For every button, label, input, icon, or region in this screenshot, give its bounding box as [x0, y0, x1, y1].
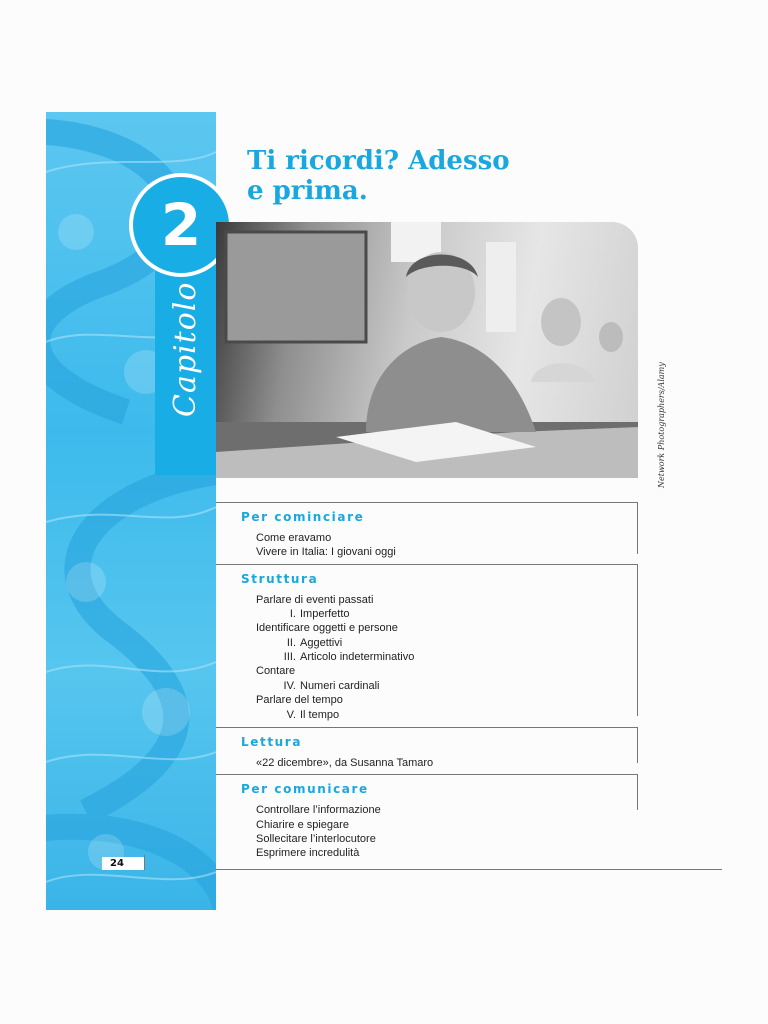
- section-heading-struttura: Struttura: [241, 572, 319, 586]
- roman-numeral: IV.: [283, 680, 296, 692]
- list-item: Chiarire e spiegare: [256, 819, 349, 831]
- list-item: Parlare di eventi passati: [256, 594, 374, 606]
- list-item-text: Aggettivi: [300, 637, 343, 649]
- section-divider: [216, 564, 638, 565]
- chapter-label: Capitolo: [168, 281, 203, 417]
- section-border: [637, 774, 638, 810]
- list-item: Sollecitare l’interlocutore: [256, 833, 376, 845]
- roman-numeral: I.: [289, 608, 296, 620]
- list-item: Esprimere incredulità: [256, 847, 360, 859]
- section-divider: [216, 774, 638, 775]
- section-border: [637, 564, 638, 716]
- photo-credit: Network Photographers/Alamy: [657, 362, 666, 488]
- list-item: Vivere in Italia: I giovani oggi: [256, 546, 396, 558]
- section-heading-per-comunicare: Per comunicare: [241, 782, 369, 796]
- list-item: Come eravamo: [256, 532, 332, 544]
- roman-numeral: III.: [283, 651, 296, 663]
- chapter-number-badge: 2: [133, 177, 229, 273]
- roman-numeral: V.: [286, 709, 296, 721]
- section-border: [637, 502, 638, 554]
- classroom-photo: [216, 222, 638, 478]
- list-item: Controllare l’informazione: [256, 804, 381, 816]
- list-item-text: Imperfetto: [300, 608, 350, 620]
- list-item: [256, 607, 350, 621]
- section-border: [637, 727, 638, 763]
- section-heading-lettura: Lettura: [241, 735, 303, 749]
- section-divider: [216, 727, 638, 728]
- list-item: Contare: [256, 665, 296, 677]
- chapter-title-line-1: Ti ricordi? Adesso: [247, 146, 510, 176]
- list-item: [256, 650, 414, 664]
- footer-rule: [216, 869, 722, 870]
- list-item: [256, 708, 339, 722]
- list-item-text: Il tempo: [300, 709, 340, 721]
- chapter-title: [247, 146, 547, 206]
- chapter-title-line-2: e prima.: [247, 176, 368, 206]
- page-number: 24: [102, 857, 144, 870]
- list-item: «22 dicembre», da Susanna Tamaro: [256, 757, 434, 769]
- list-item: Parlare del tempo: [256, 694, 343, 706]
- list-item: [256, 636, 342, 650]
- list-item: [256, 679, 379, 693]
- list-item-text: Numeri cardinali: [300, 680, 380, 692]
- roman-numeral: II.: [286, 637, 296, 649]
- section-heading-per-cominciare: Per cominciare: [241, 510, 365, 524]
- list-item-text: Articolo indeterminativo: [300, 651, 415, 663]
- page-number-tick: [144, 855, 145, 870]
- section-divider: [216, 502, 638, 503]
- list-item: Identificare oggetti e persone: [256, 622, 398, 634]
